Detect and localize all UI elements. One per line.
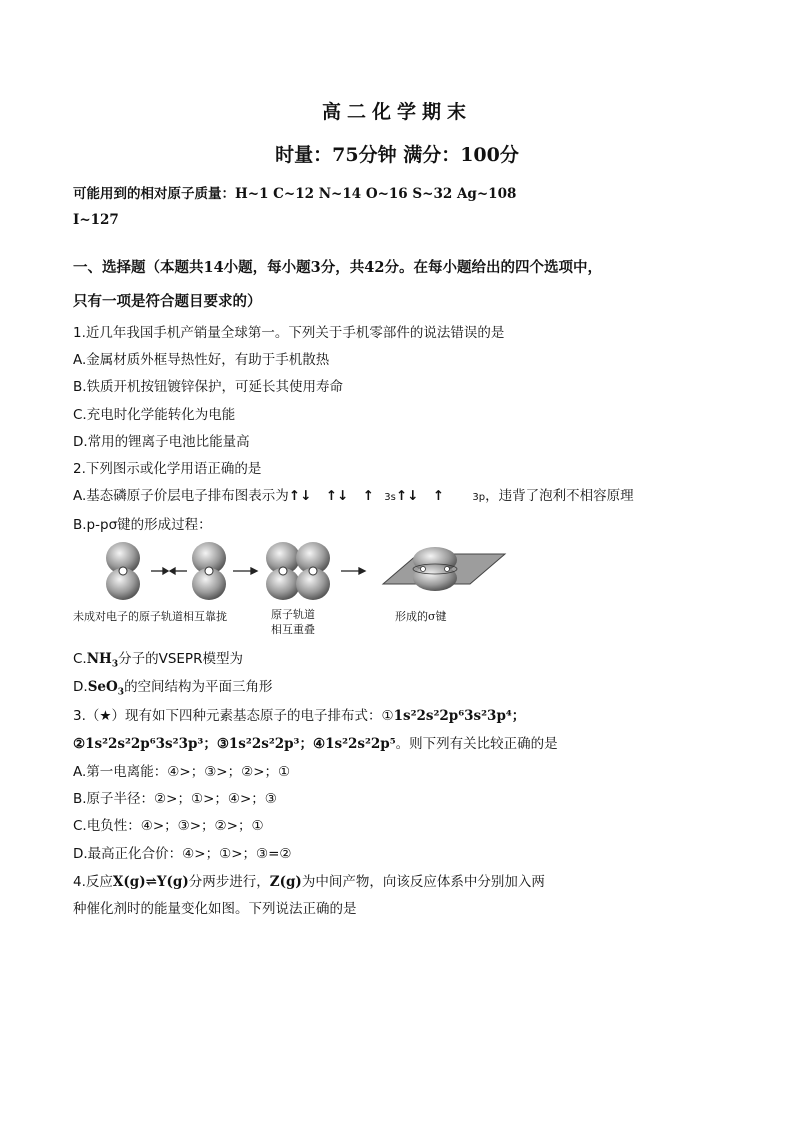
q1-option-a: A.金属材质外框导热性好，有助于手机散热 bbox=[73, 352, 330, 368]
q2-c-suffix: 分子的VSEPR模型为 bbox=[118, 651, 243, 667]
q2-a-suffix: ，违背了泡利不相容原理 bbox=[485, 488, 634, 504]
q2-a-prefix: A.基态磷原子价层电子排布图表示为 bbox=[73, 488, 289, 504]
q2-option-a bbox=[73, 484, 634, 504]
section-heading-line-2: 只有一项是符合题目要求的） bbox=[73, 293, 262, 310]
atomic-mass-line-1: 可能用到的相对原子质量：H~1 C~12 N~14 O~16 S~32 Ag~108 bbox=[73, 186, 517, 202]
q2-option-d bbox=[73, 675, 273, 698]
q4-text-c: 为中间产物，向该反应体系中分别加入两 bbox=[301, 874, 545, 890]
orbital-box-3p-1: ↑↓ bbox=[325, 488, 349, 504]
q3-stem-line-2 bbox=[73, 732, 558, 752]
atomic-mass-line-2: I~127 bbox=[73, 212, 119, 228]
q3-configs-2-4: ②1s²2s²2p⁶3s²3p³；③1s²2s²2p³；④1s²2s²2p⁵ bbox=[73, 736, 396, 752]
orbital-box-3s: ↑↓ bbox=[288, 488, 312, 504]
q3-config-1: 1s²2s²2p⁶3s²3p⁴； bbox=[393, 708, 526, 724]
orbital-box-3p-4: ↑ bbox=[432, 488, 445, 504]
q2-d-formula: SeO bbox=[87, 679, 118, 695]
q1-option-b: B.铁质开机按钮镀锌保护，可延长其使用寿命 bbox=[73, 379, 344, 395]
label-3p: 3p bbox=[472, 492, 486, 503]
q4-stem-line-2: 种催化剂时的能量变化如图。下列说法正确的是 bbox=[73, 901, 357, 917]
figure-label-sigma-bond: 形成的σ键 bbox=[395, 610, 447, 623]
q4-intermediate: Z(g) bbox=[269, 874, 302, 890]
q2-d-sub: 3 bbox=[117, 687, 125, 698]
label-3s: 3s bbox=[384, 492, 396, 503]
q2-c-prefix: C. bbox=[73, 651, 87, 667]
q2-c-formula: NH bbox=[86, 651, 112, 667]
page-subtitle: 时量：75分钟 满分：100分 bbox=[275, 144, 519, 166]
q1-option-d: D.常用的锂离子电池比能量高 bbox=[73, 434, 250, 450]
orbital-box-3p-2: ↑ bbox=[362, 488, 374, 504]
approach-arrows bbox=[151, 568, 187, 574]
q2-option-b: B.p-pσ键的形成过程： bbox=[73, 517, 212, 533]
section-heading-line-1: 一、选择题（本题共14小题，每小题3分，共42分。在每小题给出的四个选项中， bbox=[73, 259, 602, 276]
q3-option-b: B.原子半径：②>；①>；④>；③ bbox=[73, 791, 277, 807]
q1-option-c: C.充电时化学能转化为电能 bbox=[73, 407, 236, 423]
q3-stem bbox=[73, 704, 525, 724]
overlapping-orbitals bbox=[266, 542, 330, 600]
q3-stem-text: 3.（★）现有如下四种元素基态原子的电子排布式：① bbox=[73, 708, 394, 724]
q3-stem-tail: 。则下列有关比较正确的是 bbox=[395, 736, 558, 752]
figure-label-approach: 未成对电子的原子轨道相互靠拢 bbox=[73, 610, 227, 623]
p-orbital-2 bbox=[192, 542, 226, 600]
q4-stem-line-1 bbox=[73, 870, 545, 890]
q2-d-prefix: D. bbox=[73, 679, 88, 695]
p-orbital-1 bbox=[106, 542, 140, 600]
sigma-bond-plane bbox=[383, 547, 505, 591]
process-arrow-1 bbox=[233, 568, 257, 574]
q2-option-c bbox=[73, 647, 243, 670]
orbital-box-3p-3: ↑↓ bbox=[395, 488, 419, 504]
q4-equation: X(g)⇌Y(g) bbox=[112, 874, 189, 890]
q4-text-b: 分两步进行， bbox=[188, 874, 270, 890]
q1-stem: 1.近几年我国手机产销量全球第一。下列关于手机零部件的说法错误的是 bbox=[73, 325, 505, 341]
q3-option-d: D.最高正化合价：④>；①>；③=② bbox=[73, 846, 292, 862]
q2-c-sub: 3 bbox=[111, 659, 119, 670]
sigma-bond-figure bbox=[73, 540, 513, 640]
process-arrow-2 bbox=[341, 568, 365, 574]
q2-d-suffix: 的空间结构为平面三角形 bbox=[124, 679, 273, 695]
q3-option-c: C.电负性：④>；③>；②>；① bbox=[73, 818, 264, 834]
figure-label-overlap-1: 原子轨道 bbox=[271, 608, 315, 621]
page-title: 高二化学期末 bbox=[321, 101, 472, 123]
q2-stem: 2.下列图示或化学用语正确的是 bbox=[73, 461, 262, 477]
q4-text-a: 4.反应 bbox=[73, 874, 113, 890]
q3-option-a: A.第一电离能：④>；③>；②>；① bbox=[73, 764, 291, 780]
figure-label-overlap-2: 相互重叠 bbox=[271, 623, 315, 636]
